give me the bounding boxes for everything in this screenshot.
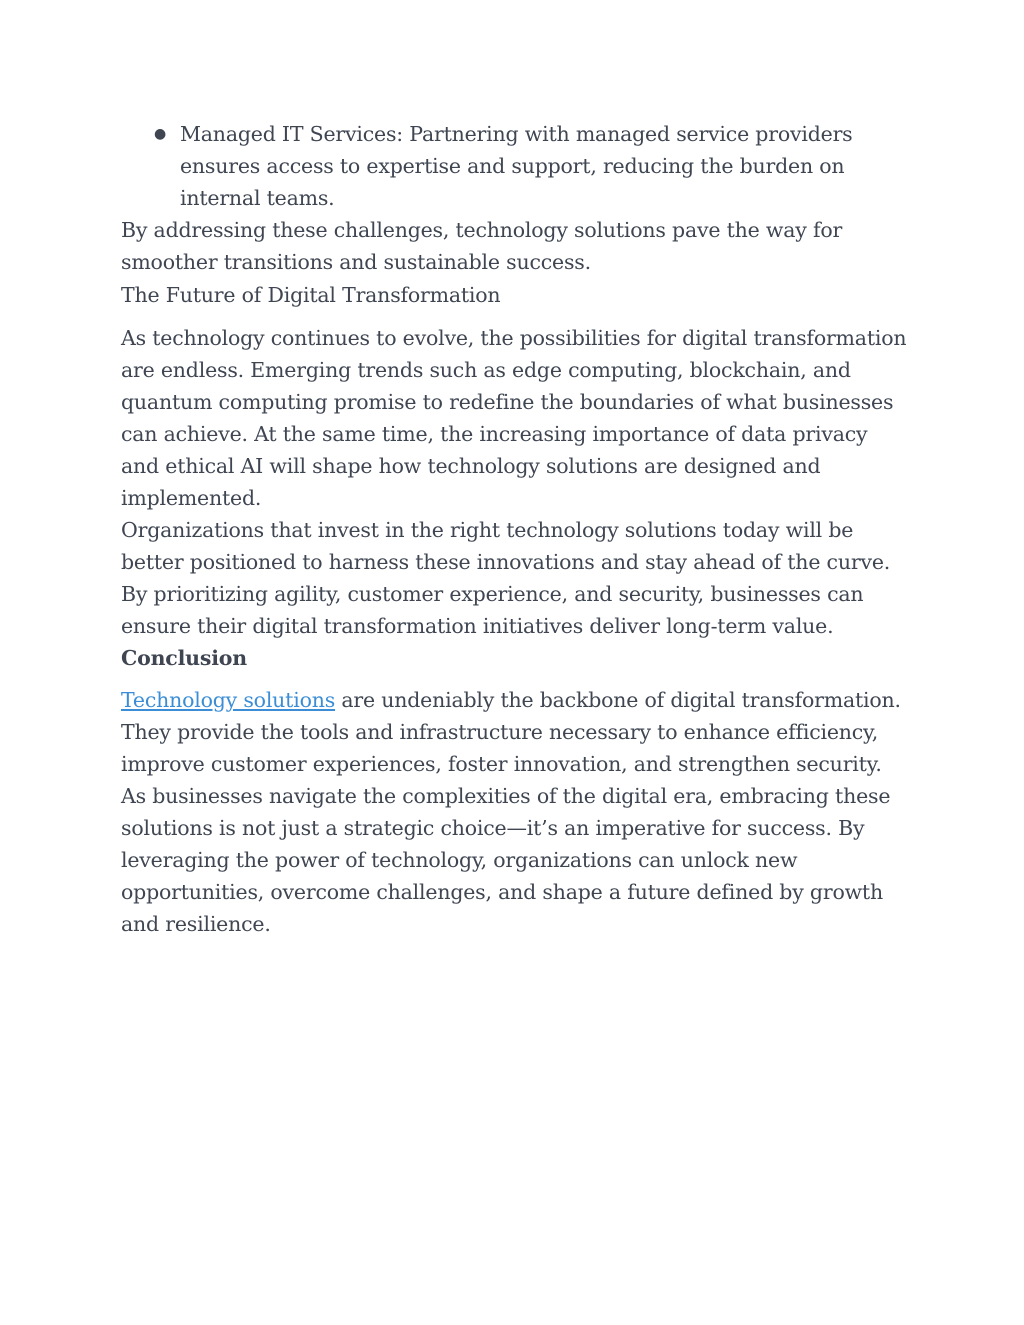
challenges-summary-paragraph: By addressing these challenges, technology solutions pave the way for smoother transitions and sustainable success. xyxy=(121,218,843,274)
conclusion-heading: Conclusion xyxy=(121,646,247,670)
conclusion-text: are undeniably the backbone of digital transformation. They provide the tools and infrastructure necessary to enhance efficiency, improve customer experiences, foster innovation, and strengthen security. As businesses navigate the complexities of the digital era, embracing these solutions is not just a strategic choice—it’s an imperative for success. By leveraging the power of technology, organizations can unlock new opportunities, overcome challenges, and shape a future defined by growth and resilience. xyxy=(121,688,901,936)
document-page xyxy=(121,118,911,940)
list-item-text: Managed IT Services: Partnering with managed service providers ensures access to expertise and support, reducing the burden on internal teams. xyxy=(180,122,853,210)
bullet-list xyxy=(121,118,911,214)
technology-solutions-link[interactable]: Technology solutions xyxy=(121,688,336,712)
conclusion-paragraph xyxy=(121,684,911,940)
bullet-icon: ● xyxy=(154,126,167,142)
list-item xyxy=(121,118,860,214)
future-paragraph-2: Organizations that invest in the right technology solutions today will be better positioned to harness these innovations and stay ahead of the curve. By prioritizing agility, customer experience, and security, businesses can ensure their digital transformation initiatives deliver long-term value. xyxy=(121,518,891,638)
future-section-heading: The Future of Digital Transformation xyxy=(121,283,501,307)
future-paragraph-1: As technology continues to evolve, the possibilities for digital transformation are endless. Emerging trends such as edge computing, blockchain, and quantum computing promise to redefine the boundaries of what businesses can achieve. At the same time, the increasing importance of data privacy and ethical AI will shape how technology solutions are designed and implemented. xyxy=(121,326,907,510)
